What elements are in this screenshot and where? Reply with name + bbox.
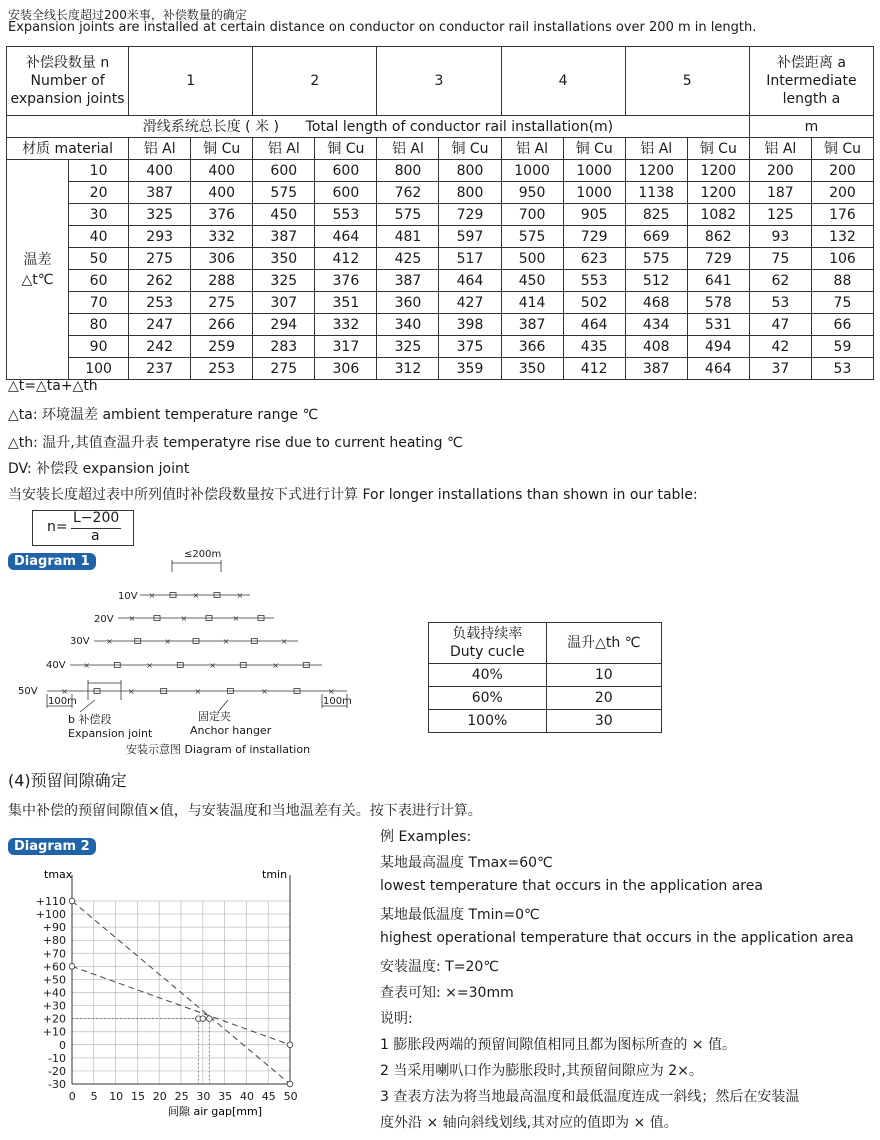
rise-value: 20 [546,687,661,710]
length-value: 366 [501,336,563,358]
temp-diff-value: 50 [69,248,129,270]
header-line-en: Expansion joints are installed at certain distance on conductor on conductor rail installations over 200 m in length. [8,20,757,35]
material-cell: 铝 Al [253,138,315,160]
length-value: 464 [315,226,377,248]
length-value: 288 [191,270,253,292]
formula-numerator: L−200 [73,510,120,526]
x-axis-label: 间隙 air gap[mm] [168,1105,263,1118]
length-value: 434 [625,314,687,336]
table-row [7,182,874,204]
diagram2-badge: Diagram 2 [8,838,96,855]
anchor-hanger-mark: × [146,661,153,670]
length-value: 950 [501,182,563,204]
length-value: 42 [749,336,811,358]
material-cell: 铜 Cu [811,138,873,160]
anchor-hanger-mark: × [61,687,68,696]
temp-diff-value: 60 [69,270,129,292]
length-value: 325 [253,270,315,292]
x-tick-label: 25 [174,1090,189,1103]
n-value: 1 [129,47,253,116]
length-value: 307 [253,292,315,314]
x-tick-label: 35 [218,1090,233,1103]
length-value: 237 [129,358,191,380]
chart-marker [207,1016,213,1022]
length-value: 600 [315,182,377,204]
length-value: 387 [129,182,191,204]
length-value: 575 [253,182,315,204]
material-cell: 铝 Al [377,138,439,160]
anchor-hanger-mark: × [209,661,216,670]
anchor-hanger-mark: × [232,614,240,623]
anchor-hanger-mark: × [106,637,113,646]
air-gap-chart [0,860,340,1140]
anchor-hanger-mark: × [127,687,135,696]
duty-header-en: Duty cucle [449,644,525,660]
length-value: 700 [501,204,563,226]
y-tick-label: -10 [48,1051,66,1065]
temp-diff-value: 30 [69,204,129,226]
length-value: 400 [191,160,253,182]
length-value: 517 [439,248,501,270]
anchor-hanger-mark: × [83,661,90,670]
length-value: 332 [191,226,253,248]
chart-marker [287,1042,293,1048]
length-value: 425 [377,248,439,270]
chart-marker [200,1016,206,1022]
length-value: 575 [625,248,687,270]
row-label-10v: 10V [118,591,138,602]
n-label-en1: Number of [30,73,105,89]
length-value: 400 [191,182,253,204]
length-value: 575 [377,204,439,226]
material-cell: 铜 Cu [439,138,501,160]
temp-rise-header: 温升△th ℃ [546,623,661,664]
length-value: 53 [749,292,811,314]
rise-value: 10 [546,664,661,687]
temp-diff-value: 80 [69,314,129,336]
length-value: 481 [377,226,439,248]
length-value: 531 [687,314,749,336]
length-value: 176 [811,204,873,226]
duty-header-cn: 负载持续率 [452,626,523,642]
length-value: 494 [687,336,749,358]
temp-diff-value: 100 [69,358,129,380]
longer-install-note: 当安装长度超过表中所列值时补偿段数量按下式进行计算 For longer installations than shown in our table: [8,487,698,503]
length-value: 340 [377,314,439,336]
material-label: 材质 material [7,138,129,160]
temp-label-cn: 温差 [23,251,52,268]
length-value: 359 [439,358,501,380]
length-value: 1200 [625,160,687,182]
length-value: 242 [129,336,191,358]
y-tick-label: +30 [42,999,66,1013]
section-intro: 集中补偿的预留间隙值×值，与安装温度和当地温差有关。按下表进行计算。 [8,803,482,819]
a-label-cn: 补偿距离 a [776,55,846,71]
length-value: 259 [191,336,253,358]
y-tick-label: 0 [59,1038,66,1052]
y-tick-label: +20 [42,1012,66,1026]
length-value: 200 [811,160,873,182]
delta-ta-note: △ta: 环境温差 ambient temperature range ℃ [8,407,319,423]
temp-label-sym: △t℃ [21,271,54,288]
duty-value: 40% [429,664,547,687]
anchor-cn: 固定夹 [198,710,231,723]
n-value: 3 [377,47,501,116]
a-label-en1: Intermediate [766,73,857,89]
length-value: 306 [315,358,377,380]
length-value: 408 [625,336,687,358]
expansion-joint-table [6,46,874,380]
anchor-hanger-mark: × [148,591,156,600]
length-value: 106 [811,248,873,270]
length-value: 450 [253,204,315,226]
a-label-cell [749,47,873,116]
temp-diff-value: 10 [69,160,129,182]
table-row [7,292,874,314]
example-line: 查表可知: ×=30mm [380,985,514,1001]
example-line: 某地最低温度 Tmin=0℃ [380,907,540,923]
x-tick-label: 0 [68,1090,76,1103]
dim-left-label: 100m [48,696,77,707]
anchor-hanger-mark: × [180,614,188,623]
table-row [7,160,874,182]
length-value: 200 [749,160,811,182]
anchor-hanger-mark: × [261,687,268,696]
length-value: 37 [749,358,811,380]
n-value: 4 [501,47,625,116]
length-value: 332 [315,314,377,336]
duty-cycle-table [428,622,662,733]
length-value: 575 [501,226,563,248]
length-value: 398 [439,314,501,336]
table-row [7,314,874,336]
length-value: 597 [439,226,501,248]
rise-value: 30 [546,710,661,733]
x-tick-label: 20 [152,1090,167,1103]
length-value: 427 [439,292,501,314]
length-value: 905 [563,204,625,226]
length-value: 400 [129,160,191,182]
total-length-label: 滑线系统总长度 ( 米 ) Total length of conductor rail installation(m) [7,116,750,138]
length-value: 825 [625,204,687,226]
x-tick-label: 5 [90,1090,98,1103]
length-value: 75 [749,248,811,270]
formula-n: n= [47,519,68,535]
chart-marker [69,964,75,970]
length-value: 414 [501,292,563,314]
x-tick-label: 30 [196,1090,211,1103]
a-label-en2: length a [782,91,841,107]
length-value: 669 [625,226,687,248]
length-value: 75 [811,292,873,314]
chart-marker [287,1081,293,1087]
length-value: 412 [563,358,625,380]
dv-note: DV: 补偿段 expansion joint [8,461,190,477]
anchor-hanger-mark: × [280,637,288,646]
length-value: 351 [315,292,377,314]
example-line: highest operational temperature that occurs in the application area [380,930,854,946]
dimension-boxes [47,680,347,712]
length-value: 464 [687,358,749,380]
material-cell: 铜 Cu [315,138,377,160]
length-value: 641 [687,270,749,292]
anchor-en: Anchor hanger [190,724,272,737]
row-label-30v: 30V [70,636,90,647]
length-value: 350 [501,358,563,380]
y-tick-label: +80 [42,934,66,948]
anchor-hanger-mark: × [327,687,335,696]
y-tick-label: +40 [42,986,66,1000]
row-label-20v: 20V [94,614,114,625]
y-tick-label: +110 [35,895,66,908]
duty-value: 60% [429,687,547,710]
material-cell: 铝 Al [129,138,191,160]
length-value: 253 [129,292,191,314]
anchor-hanger-mark: × [272,661,279,670]
length-value: 275 [253,358,315,380]
length-value: 125 [749,204,811,226]
length-value: 376 [315,270,377,292]
length-value: 1082 [687,204,749,226]
example-line: 2 当采用喇叭口作为膨胀段时,其预留间隙应为 2×。 [380,1063,703,1079]
delta-t-formula: △t=△ta+△th [8,378,98,394]
temp-diff-value: 20 [69,182,129,204]
temp-diff-value: 90 [69,336,129,358]
length-value: 93 [749,226,811,248]
material-cell: 铝 Al [625,138,687,160]
row-label-50v: 50V [18,686,38,697]
dim-right-label: 100m [323,696,352,707]
length-value: 306 [191,248,253,270]
section-title: (4)预留间隙确定 [8,771,127,790]
length-value: 312 [377,358,439,380]
y-tick-label: +100 [35,908,66,922]
length-value: 187 [749,182,811,204]
anchor-hanger-mark: × [192,591,200,600]
length-value: 47 [749,314,811,336]
table-row [7,358,874,380]
b-label-en: Expansion joint [68,727,153,740]
length-value: 325 [129,204,191,226]
length-value: 1000 [563,160,625,182]
y-tick-label: +90 [42,921,66,935]
example-line: 说明: [380,1011,413,1027]
example-line: 3 查表方法为将当地最高温度和最低温度连成一斜线；然后在安装温 [380,1089,800,1105]
chart-marker [69,898,75,904]
length-value: 1000 [501,160,563,182]
material-cell: 铜 Cu [687,138,749,160]
length-value: 729 [687,248,749,270]
length-value: 317 [315,336,377,358]
length-value: 600 [315,160,377,182]
example-line: 安装温度: T=20℃ [380,959,499,975]
table-row [7,204,874,226]
y-tick-label: +70 [42,947,66,961]
anchor-hanger-mark: × [194,687,202,696]
table-row [7,336,874,358]
diagram1-badge: Diagram 1 [8,553,96,570]
length-value: 132 [811,226,873,248]
n-label-en2: expansion joints [10,91,125,107]
length-value: 59 [811,336,873,358]
diagram1-caption: 安装示意图 Diagram of installation [126,743,311,756]
top-dimension [172,560,221,572]
length-value: 293 [129,226,191,248]
length-value: 66 [811,314,873,336]
length-value: 275 [129,248,191,270]
length-value: 464 [563,314,625,336]
length-value: 62 [749,270,811,292]
length-value: 262 [129,270,191,292]
length-value: 1200 [687,160,749,182]
length-value: 553 [315,204,377,226]
length-value: 500 [501,248,563,270]
length-value: 435 [563,336,625,358]
length-value: 375 [439,336,501,358]
length-value: 553 [563,270,625,292]
length-value: 53 [811,358,873,380]
n-value: 5 [625,47,749,116]
length-value: 294 [253,314,315,336]
duty-header-cell [429,623,547,664]
length-value: 464 [439,270,501,292]
top-dimension-label: ≤200m [184,549,222,560]
example-line: lowest temperature that occurs in the application area [380,878,763,894]
example-line: 例 Examples: [380,829,472,845]
duty-value: 100% [429,710,547,733]
length-value: 600 [253,160,315,182]
example-line: 某地最高温度 Tmax=60℃ [380,855,553,871]
formula-denominator: a [91,528,100,544]
temp-diff-label [7,160,69,380]
length-value: 376 [191,204,253,226]
b-label: b 补偿段 [68,713,112,726]
delta-th-note: △th: 温升,其值查温升表 temperatyre rise due to current heating ℃ [8,435,463,451]
table-row [7,270,874,292]
x-tick-label: 45 [261,1090,276,1103]
y-tick-label: +60 [42,960,66,974]
material-cell: 铝 Al [501,138,563,160]
material-cell: 铜 Cu [191,138,253,160]
length-value: 862 [687,226,749,248]
length-value: 729 [439,204,501,226]
tmin-label: tmin [262,868,288,881]
temp-diff-value: 70 [69,292,129,314]
length-value: 275 [191,292,253,314]
length-value: 623 [563,248,625,270]
length-value: 350 [253,248,315,270]
table-row [7,248,874,270]
x-tick-label: 40 [240,1090,254,1103]
length-value: 360 [377,292,439,314]
y-tick-label: +50 [42,973,66,987]
length-value: 578 [687,292,749,314]
n-label-cn: 补偿段数量 n [25,55,110,71]
length-value: 247 [129,314,191,336]
temp-diff-value: 40 [69,226,129,248]
length-value: 1000 [563,182,625,204]
header-line-cn: 安装全线长度超过200米事，补偿数量的确定 [8,8,247,22]
length-value: 88 [811,270,873,292]
length-value: 387 [501,314,563,336]
unit-m: m [749,116,873,138]
material-cell: 铜 Cu [563,138,625,160]
length-value: 387 [625,358,687,380]
length-value: 387 [253,226,315,248]
length-value: 502 [563,292,625,314]
anchor-hanger-mark: × [236,591,244,600]
length-value: 266 [191,314,253,336]
length-value: 253 [191,358,253,380]
length-value: 800 [377,160,439,182]
x-tick-label: 10 [109,1090,124,1103]
example-line: 度外沿 × 轴向斜线划线,其对应的值即为 × 值。 [380,1115,678,1131]
length-value: 200 [811,182,873,204]
table-row [7,226,874,248]
y-tick-label: -30 [48,1078,66,1091]
length-value: 412 [315,248,377,270]
n-label-cell [7,47,129,116]
example-line: 1 膨胀段两端的预留间隙值相同且都为图标所查的 × 值。 [380,1037,736,1053]
length-value: 325 [377,336,439,358]
length-value: 1138 [625,182,687,204]
length-value: 800 [439,182,501,204]
length-value: 283 [253,336,315,358]
anchor-hanger-mark: × [128,614,136,623]
length-value: 800 [439,160,501,182]
length-value: 387 [377,270,439,292]
x-tick-label: 15 [131,1090,145,1103]
length-value: 1200 [687,182,749,204]
material-cell: 铝 Al [749,138,811,160]
y-tick-label: +10 [42,1025,66,1039]
installation-diagram [0,540,420,765]
length-value: 512 [625,270,687,292]
anchor-hanger-mark: × [164,637,172,646]
length-value: 468 [625,292,687,314]
tmax-label: tmax [44,868,73,881]
anchor-hanger-mark: × [222,637,230,646]
length-value: 762 [377,182,439,204]
x-tick-label: 50 [283,1090,298,1103]
y-tick-label: -20 [48,1064,66,1078]
n-value: 2 [253,47,377,116]
length-value: 450 [501,270,563,292]
length-value: 729 [563,226,625,248]
row-label-40v: 40V [46,660,66,671]
